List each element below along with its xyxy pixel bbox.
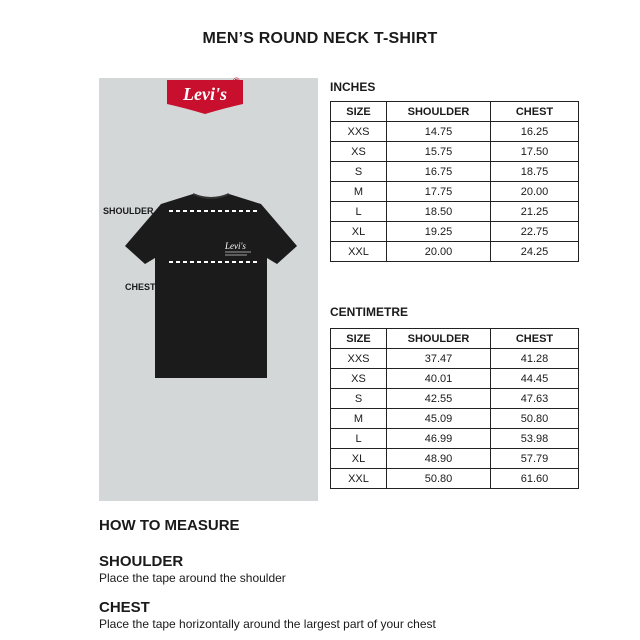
table-row xyxy=(331,409,579,429)
table-row xyxy=(331,142,579,162)
size-cell: XS xyxy=(331,369,387,389)
chest-cell: 53.98 xyxy=(491,429,579,449)
chest-cell: 22.75 xyxy=(491,222,579,242)
page-title: MEN’S ROUND NECK T-SHIRT xyxy=(202,30,438,47)
table-row xyxy=(331,122,579,142)
product-photo xyxy=(99,78,318,501)
table-row xyxy=(331,222,579,242)
logo-text: Levi's xyxy=(183,84,227,104)
column-header: CHEST xyxy=(491,102,579,122)
column-header: SHOULDER xyxy=(387,329,491,349)
table-row xyxy=(331,369,579,389)
table-row xyxy=(331,182,579,202)
size-cell: XXS xyxy=(331,122,387,142)
inches-label: INCHES xyxy=(330,80,376,94)
shoulder-cell: 16.75 xyxy=(387,162,491,182)
chest-cell: 24.25 xyxy=(491,242,579,262)
column-header: SIZE xyxy=(331,329,387,349)
shoulder-instruction: Place the tape around the shoulder xyxy=(99,571,286,585)
size-cell: M xyxy=(331,182,387,202)
size-cell: S xyxy=(331,389,387,409)
chest-cell: 61.60 xyxy=(491,469,579,489)
shoulder-cell: 40.01 xyxy=(387,369,491,389)
chest-cell: 16.25 xyxy=(491,122,579,142)
table-row xyxy=(331,242,579,262)
table-header-row xyxy=(331,102,579,122)
table-row xyxy=(331,469,579,489)
size-cell: XL xyxy=(331,449,387,469)
centimetre-table xyxy=(330,328,579,489)
chest-cell: 50.80 xyxy=(491,409,579,429)
table-row xyxy=(331,202,579,222)
shoulder-cell: 46.99 xyxy=(387,429,491,449)
inches-table xyxy=(330,101,579,262)
table-row xyxy=(331,349,579,369)
size-cell: L xyxy=(331,429,387,449)
column-header: SIZE xyxy=(331,102,387,122)
shirt-print-text: Levi's xyxy=(225,241,246,251)
shoulder-cell: 17.75 xyxy=(387,182,491,202)
shoulder-heading: SHOULDER xyxy=(99,553,184,570)
size-cell: XXL xyxy=(331,469,387,489)
column-header: CHEST xyxy=(491,329,579,349)
size-cell: XXL xyxy=(331,242,387,262)
column-header: SHOULDER xyxy=(387,102,491,122)
shoulder-cell: 20.00 xyxy=(387,242,491,262)
chest-cell: 57.79 xyxy=(491,449,579,469)
table-row xyxy=(331,429,579,449)
trademark-mark: ® xyxy=(233,76,240,86)
chest-cell: 47.63 xyxy=(491,389,579,409)
shoulder-cell: 48.90 xyxy=(387,449,491,469)
chest-cell: 44.45 xyxy=(491,369,579,389)
chest-cell: 20.00 xyxy=(491,182,579,202)
chest-cell: 41.28 xyxy=(491,349,579,369)
chest-cell: 21.25 xyxy=(491,202,579,222)
size-cell: S xyxy=(331,162,387,182)
chest-label: CHEST xyxy=(125,282,156,292)
shoulder-label: SHOULDER xyxy=(103,206,154,216)
table-row xyxy=(331,389,579,409)
how-to-measure-title: HOW TO MEASURE xyxy=(99,517,240,534)
centimetre-label: CENTIMETRE xyxy=(330,305,408,319)
table-row xyxy=(331,449,579,469)
chest-instruction: Place the tape horizontally around the largest part of your chest xyxy=(99,617,436,631)
shoulder-cell: 42.55 xyxy=(387,389,491,409)
chest-cell: 18.75 xyxy=(491,162,579,182)
shoulder-cell: 37.47 xyxy=(387,349,491,369)
chest-cell: 17.50 xyxy=(491,142,579,162)
shoulder-cell: 50.80 xyxy=(387,469,491,489)
size-cell: XL xyxy=(331,222,387,242)
shoulder-cell: 15.75 xyxy=(387,142,491,162)
size-cell: XS xyxy=(331,142,387,162)
shoulder-cell: 19.25 xyxy=(387,222,491,242)
table-row xyxy=(331,162,579,182)
chest-heading: CHEST xyxy=(99,599,150,616)
table-header-row xyxy=(331,329,579,349)
shoulder-cell: 18.50 xyxy=(387,202,491,222)
size-cell: XXS xyxy=(331,349,387,369)
shoulder-cell: 14.75 xyxy=(387,122,491,142)
size-cell: M xyxy=(331,409,387,429)
size-cell: L xyxy=(331,202,387,222)
shoulder-cell: 45.09 xyxy=(387,409,491,429)
